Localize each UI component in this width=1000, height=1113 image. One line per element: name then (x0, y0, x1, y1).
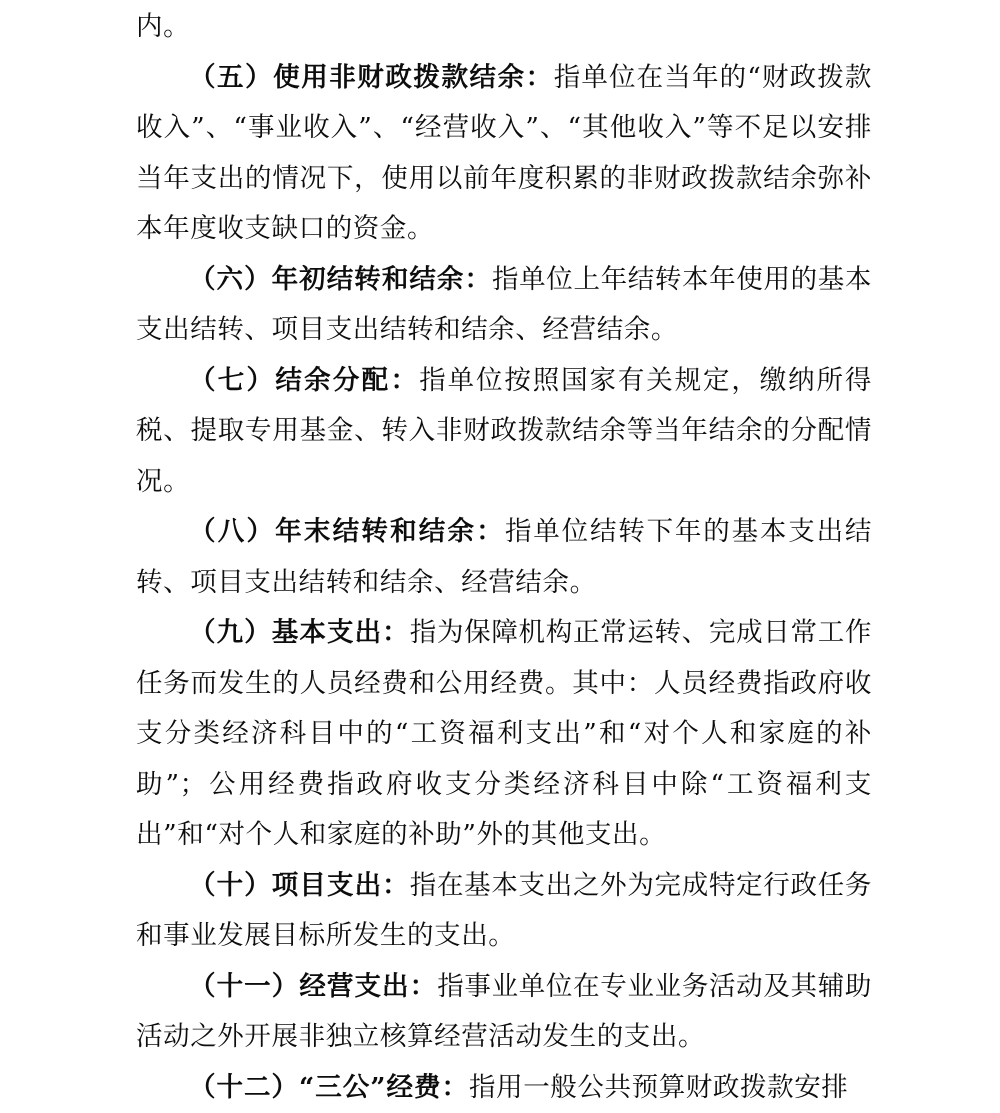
paragraph-text: 内。 (136, 11, 190, 42)
paragraph-text: 指单位按照国家有关规定，缴纳所得税、提取专用基金、转入非财政拨款结余等当年结余的分配情况。 (136, 365, 872, 497)
paragraph-item-12 (136, 1063, 872, 1113)
paragraph-item-5 (136, 53, 872, 255)
paragraph-lead: （九）基本支出： (189, 617, 410, 648)
paragraph-text: 指单位在当年的“财政拨款收入”、“事业收入”、“经营收入”、“其他收入”等不足以安排当年支出的情况下，使用以前年度积累的非财政拨款结余弥补本年度收支缺口的资金。 (136, 62, 872, 245)
paragraph-text: 指在基本支出之外为完成特定行政任务和事业发展目标所发生的支出。 (136, 870, 872, 952)
paragraph-text: 指用一般公共预算财政拨款安排 (469, 1072, 848, 1103)
paragraph-item-11 (136, 962, 872, 1063)
paragraph-item-9 (136, 608, 872, 861)
paragraph-item-8 (136, 507, 872, 608)
paragraph-item-10 (136, 861, 872, 962)
paragraph-lead: （十二）“三公”经费： (189, 1072, 469, 1103)
paragraph-text: 指事业单位在专业业务活动及其辅助活动之外开展非独立核算经营活动发生的支出。 (136, 971, 872, 1053)
paragraph-lead: （六）年初结转和结余： (189, 264, 492, 295)
paragraph-lead: （五）使用非财政拨款结余： (189, 62, 554, 93)
paragraph-text: 指单位上年结转本年使用的基本支出结转、项目支出结转和结余、经营结余。 (136, 264, 872, 346)
paragraph-text: 指单位结转下年的基本支出结转、项目支出结转和结余、经营结余。 (136, 516, 872, 598)
paragraph-text: 指为保障机构正常运转、完成日常工作任务而发生的人员经费和公用经费。其中：人员经费指政府收支分类经济科目中的“工资福利支出”和“对个人和家庭的补助”；公用经费指政府收支分类经济科目中除“工资福利支出”和“对个人和家庭的补助”外的其他支出。 (136, 617, 872, 850)
paragraph-lead: （十一）经营支出： (189, 971, 437, 1002)
paragraph-item-7 (136, 356, 872, 508)
paragraph-lead: （七）结余分配： (189, 365, 419, 396)
paragraph-item-6 (136, 255, 872, 356)
document-body (136, 0, 872, 1113)
paragraph-lead: （八）年末结转和结余： (189, 516, 505, 547)
paragraph-continuation (136, 2, 872, 53)
paragraph-lead: （十）项目支出： (189, 870, 410, 901)
